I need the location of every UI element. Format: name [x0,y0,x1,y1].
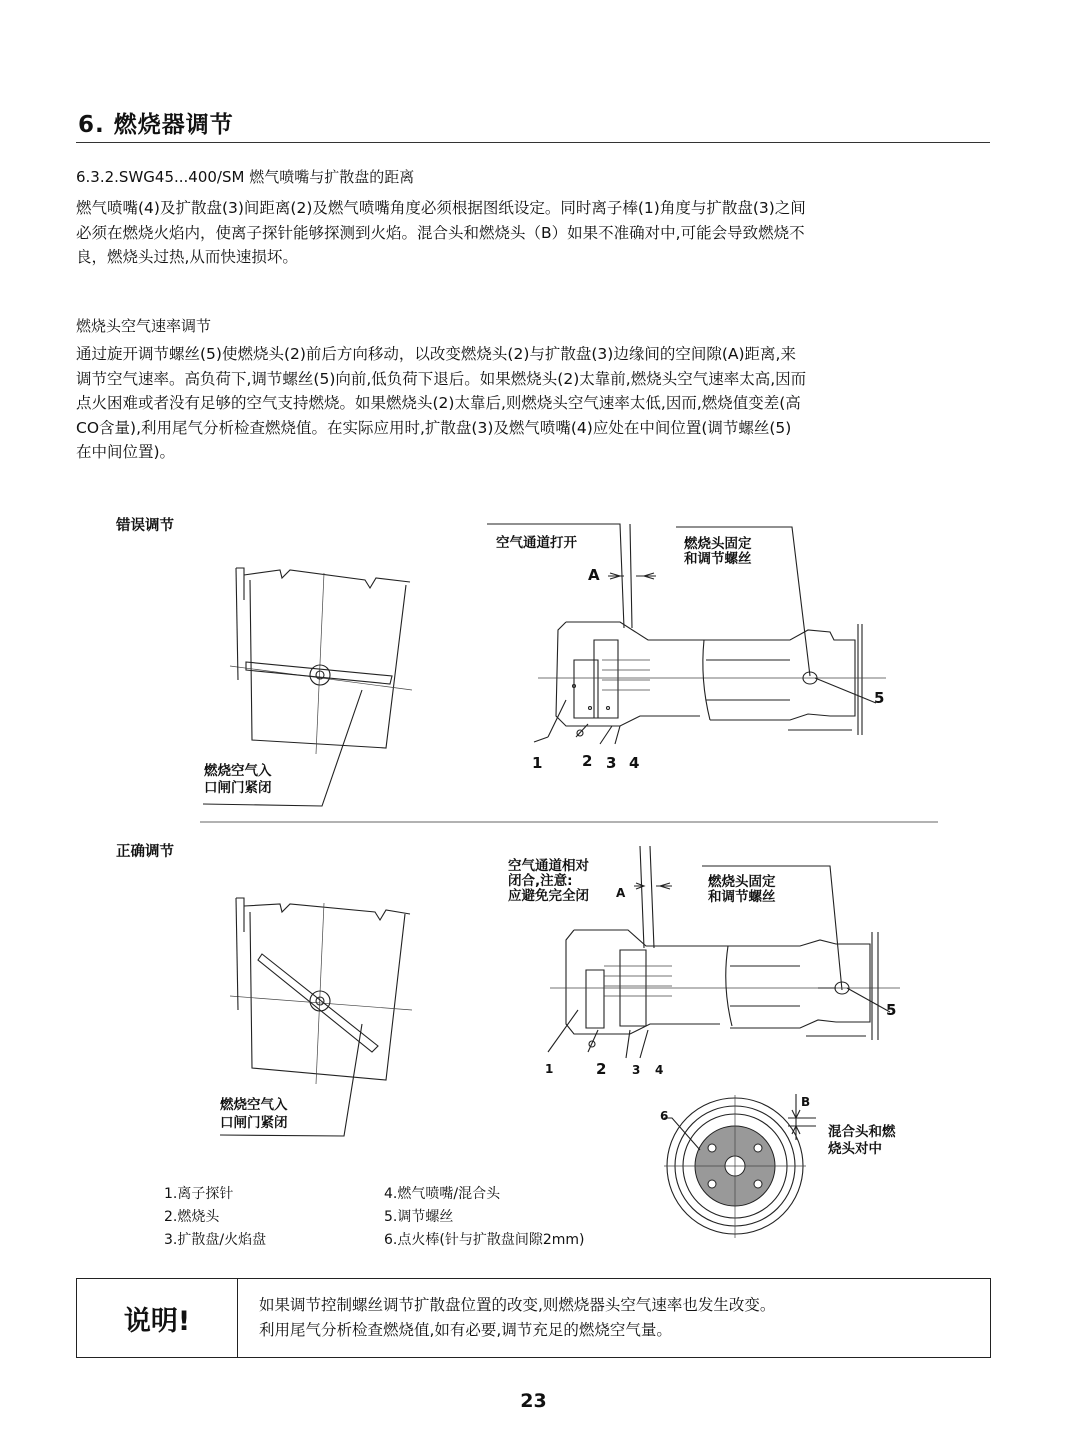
wrong-callout-4: 4 [629,754,640,772]
right-inlet-line: 燃烧空气入 [220,1097,288,1113]
section1-heading: 6.3.2.SWG45...400/SM 燃气喷嘴与扩散盘的距离 [76,168,415,186]
wrong-inlet-label [204,763,272,797]
right-inlet-line: 口闸门紧闭 [220,1115,288,1131]
right-callout-6: 6 [660,1109,669,1123]
legend-item: 1.离子探针 [164,1186,234,1202]
section2-line: CO含量),利用尾气分析检查燃烧值。在实际应用时,扩散盘(3)及燃气喷嘴(4)应处在中间位置(调节螺丝(5) [76,418,792,437]
right-head-fix-label [708,875,776,905]
right-callout-1: 1 [545,1062,554,1076]
legend-item: 4.燃气喷嘴/混合头 [384,1186,501,1202]
section1-line: 燃气喷嘴(4)及扩散盘(3)间距离(2)及燃气喷嘴角度必须根据图纸设定。同时离子棒(1)角度与扩散盘(3)之间 [76,199,806,217]
wrong-inlet-line: 口闸门紧闭 [204,780,272,796]
right-center-line: 混合头和燃 [828,1124,896,1140]
legend-item: 3.扩散盘/火焰盘 [164,1232,267,1248]
right-air-line: 空气通道相对 [508,858,589,874]
right-b-label: B [801,1095,811,1109]
wrong-callout-2: 2 [582,752,593,770]
right-adjustment-label: 正确调节 [116,844,174,860]
page-number: 23 [520,1390,547,1412]
head-front-view-drawing [664,1094,816,1238]
note-box [76,1278,991,1358]
wrong-callout-5: 5 [874,689,885,707]
legend-column-right [384,1183,584,1252]
right-callout-5: 5 [886,1001,897,1019]
right-callout-2: 2 [596,1060,607,1078]
legend-item: 2.燃烧头 [164,1209,220,1225]
section2-heading: 燃烧头空气速率调节 [76,317,212,335]
right-air-line: 闭合,注意: [508,873,573,889]
right-inlet-label [220,1096,288,1132]
right-center-line: 烧头对中 [828,1141,882,1157]
legend-item: 6.点火棒(针与扩散盘间隙2mm) [384,1232,585,1248]
wrong-head-fix-line: 和调节螺丝 [684,551,752,567]
right-callout-4: 4 [655,1063,664,1077]
section2-line: 调节空气速率。高负荷下,调节螺丝(5)向前,低负荷下退后。如果燃烧头(2)太靠前,燃烧头空气速率太高,因而 [76,369,807,388]
wrong-adjustment-label: 错误调节 [116,518,174,534]
note-body [259,1293,775,1343]
legend-item: 5.调节螺丝 [384,1209,454,1225]
note-heading: 说明! [77,1279,238,1357]
wrong-inlet-line: 燃烧空气入 [204,763,272,779]
wrong-head-fix-line: 燃烧头固定 [684,536,752,552]
section1-line: 良，燃烧头过热,从而快速损坏。 [76,248,298,266]
section1-line: 必须在燃烧火焰内，使离子探针能够探测到火焰。混合头和燃烧头（B）如果不准确对中,可能会导致燃烧不 [76,223,805,242]
legend-column-left [164,1183,266,1252]
right-gap-a-label: A [616,886,626,900]
right-air-label [508,859,589,904]
right-callout-3: 3 [632,1063,641,1077]
wrong-callout-3: 3 [606,754,617,772]
wrong-gap-a-label: A [588,566,600,584]
right-air-line: 应避免完全闭 [508,888,589,904]
note-line: 利用尾气分析检查燃烧值,如有必要,调节充足的燃烧空气量。 [259,1321,672,1339]
right-head-fix-line: 燃烧头固定 [708,874,776,890]
section2-line: 点火困难或者没有足够的空气支持燃烧。如果燃烧头(2)太靠后,则燃烧头空气速率太低,因而,燃烧值变差(高 [76,394,801,412]
page-title: 6. 燃烧器调节 [78,112,234,138]
wrong-callout-1: 1 [532,754,543,772]
right-head-fix-line: 和调节螺丝 [708,889,776,905]
note-line: 如果调节控制螺丝调节扩散盘位置的改变,则燃烧器头空气速率也发生改变。 [259,1296,776,1314]
wrong-air-open-label: 空气通道打开 [496,535,577,551]
right-center-label [828,1124,896,1158]
section2-line: 通过旋开调节螺丝(5)使燃烧头(2)前后方向移动，以改变燃烧头(2)与扩散盘(3)边缘间的空间隙(A)距离,来 [76,345,796,363]
section2-line: 在中间位置)。 [76,443,176,461]
wrong-head-fix-label [684,537,752,567]
